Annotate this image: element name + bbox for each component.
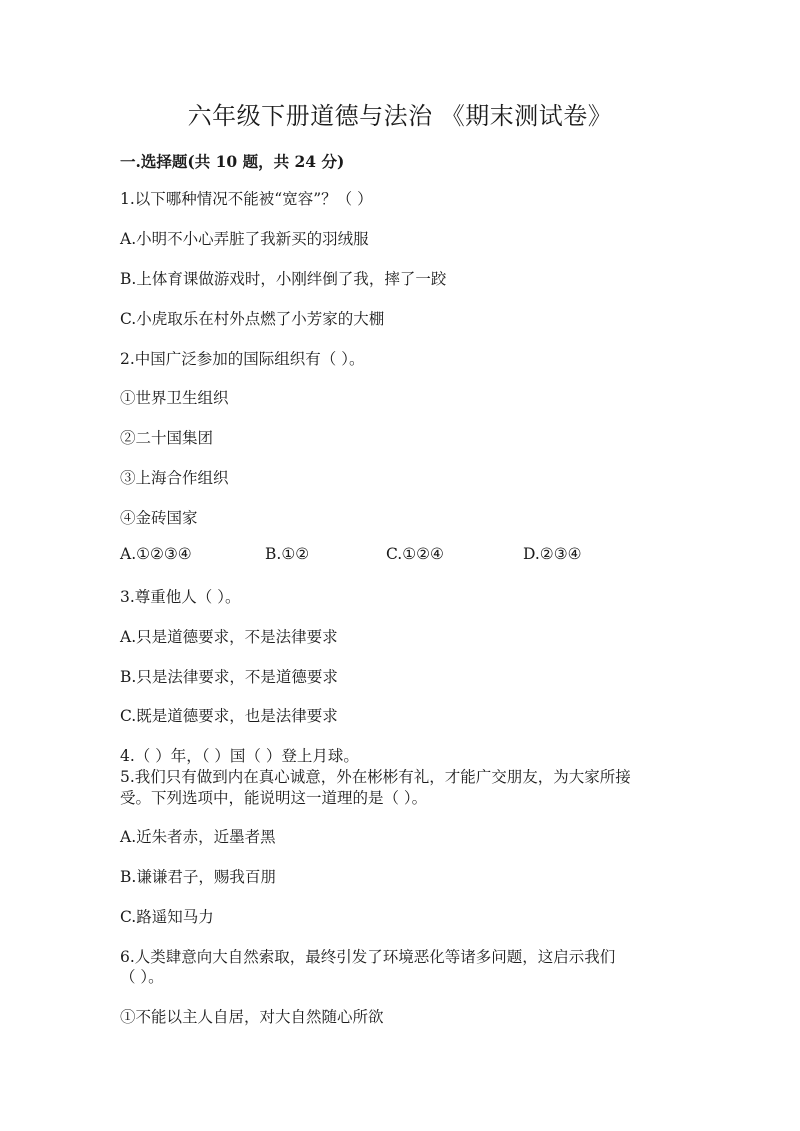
question-2-item-1: ①世界卫生组织 (120, 389, 229, 407)
question-3-option-c: C.既是道德要求，也是法律要求 (120, 707, 338, 725)
question-6-stem-line-1: 6.人类肆意向大自然索取，最终引发了环境恶化等诸多问题，这启示我们 (120, 948, 616, 966)
question-2-item-3: ③上海合作组织 (120, 469, 229, 487)
question-5-stem-line-1: 5.我们只有做到内在真心诚意，外在彬彬有礼，才能广交朋友，为大家所接 (120, 768, 631, 786)
question-1-option-b: B.上体育课做游戏时，小刚绊倒了我，摔了一跤 (120, 270, 447, 288)
question-4-stem: 4.（ ）年，（ ）国（ ）登上月球。 (120, 747, 359, 765)
question-6-item-1: ①不能以主人自居，对大自然随心所欲 (120, 1008, 384, 1026)
section-heading: 一.选择题(共 10 题，共 24 分) (120, 152, 345, 171)
question-1-option-a: A.小明不小心弄脏了我新买的羽绒服 (120, 230, 369, 248)
question-2-option-c: C.①②④ (386, 545, 444, 563)
question-2-option-b: B.①② (265, 545, 310, 563)
question-1-option-c: C.小虎取乐在村外点燃了小芳家的大棚 (120, 310, 385, 328)
question-3-option-a: A.只是道德要求，不是法律要求 (120, 628, 338, 646)
question-5-option-c: C.路遥知马力 (120, 908, 214, 926)
question-6-stem-line-2: （ ）。 (120, 968, 164, 986)
question-2-option-a: A.①②③④ (120, 545, 192, 563)
question-1-stem: 1.以下哪种情况不能被“宽容”？（ ） (120, 190, 373, 208)
question-2-stem: 2.中国广泛参加的国际组织有（ ）。 (120, 350, 365, 368)
question-5-option-b: B.谦谦君子，赐我百朋 (120, 868, 276, 886)
question-5-option-a: A.近朱者赤，近墨者黑 (120, 828, 276, 846)
question-2-options (120, 545, 680, 567)
question-2-item-2: ②二十国集团 (120, 429, 214, 447)
exam-title: 六年级下册道德与法治 《期末测试卷》 (187, 102, 613, 130)
question-5-stem-line-2: 受。下列选项中，能说明这一道理的是（ ）。 (120, 789, 428, 807)
question-2-option-d: D.②③④ (523, 545, 582, 563)
question-3-option-b: B.只是法律要求，不是道德要求 (120, 668, 338, 686)
question-3-stem: 3.尊重他人（ ）。 (120, 588, 241, 606)
question-2-item-4: ④金砖国家 (120, 509, 198, 527)
